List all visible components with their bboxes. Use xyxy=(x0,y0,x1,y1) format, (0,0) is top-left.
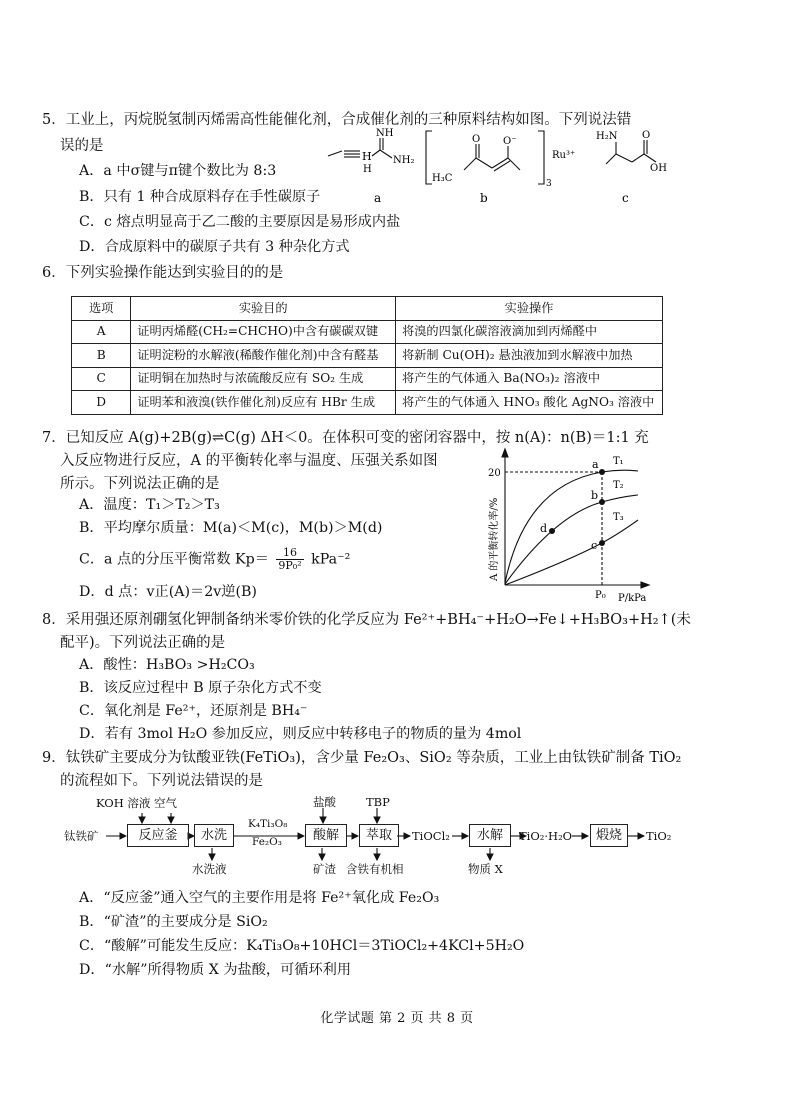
q8-option-b: B．该反应过程中 B 原子杂化方式不变 xyxy=(79,680,322,696)
page-footer: 化学试题 第 2 页 共 8 页 xyxy=(320,1011,474,1026)
label-point-c: c xyxy=(591,539,598,552)
struct-a-n: H xyxy=(362,150,372,163)
q7-stem-line3: 所示。下列说法正确的是 xyxy=(60,476,220,492)
q6-stem: 6．下列实验操作能达到实验目的的是 xyxy=(42,265,284,281)
flow-mid-fe2o3: Fe₂O₃ xyxy=(252,836,282,848)
x-tick-label: P₀ xyxy=(595,590,606,601)
q7-option-c-text: C．a 点的分压平衡常数 Kp＝ xyxy=(79,551,269,568)
flow-box-hydrolysis: 水解 xyxy=(469,824,511,847)
flow-output-slag: 矿渣 xyxy=(313,862,336,876)
q5-structures xyxy=(320,126,680,206)
flow-box-extraction: 萃取 xyxy=(359,824,399,847)
struct-b-o: O xyxy=(472,134,481,145)
q8-option-d: D．若有 3mol H₂O 参加反应，则反应中转移电子的物质的量为 4mol xyxy=(79,726,522,742)
fraction-denominator: 9P₀² xyxy=(278,559,302,573)
point-c xyxy=(599,540,605,546)
table-cell: 证明丙烯醛(CH₂=CHCHO)中含有碳碳双键 xyxy=(131,320,396,344)
table-cell: 证明苯和液溴(铁作催化剂)反应有 HBr 生成 xyxy=(131,391,396,415)
struct-a-nh: NH xyxy=(376,128,394,139)
q8-stem-line2: 配平)。下列说法正确的是 xyxy=(60,635,226,651)
table-cell: 将溴的四氯化碳溶液滴加到丙烯醛中 xyxy=(396,320,663,344)
point-a xyxy=(599,469,605,475)
struct-b-sub3: 3 xyxy=(546,179,552,189)
q9-option-b: B．“矿渣”的主要成分是 SiO₂ xyxy=(79,914,268,930)
label-a: a xyxy=(374,191,382,205)
q9-option-d: D．“水解”所得物质 X 为盐酸，可循环利用 xyxy=(79,962,352,978)
flow-box-reactor: 反应釜 xyxy=(127,824,189,847)
q7-option-b: B．平均摩尔质量：M(a)＜M(c)，M(b)＞M(d) xyxy=(79,520,383,536)
q5-option-c: C．c 熔点明显高于乙二酸的主要原因是易形成内盐 xyxy=(79,214,401,230)
struct-b-h3c: H₃C xyxy=(432,173,453,184)
point-b xyxy=(599,499,605,505)
flow-input-koh-air: KOH 溶液 空气 xyxy=(96,796,178,810)
table-cell: 证明淀粉的水解液(稀酸作催化剂)中含有醛基 xyxy=(131,344,396,368)
q6-table xyxy=(71,296,663,415)
label-curve-t3: T₃ xyxy=(613,512,624,523)
q9-stem-line1: 9．钛铁矿主要成分为钛酸亚铁(FeTiO₃)，含少量 Fe₂O₃、SiO₂ 等杂质，工业上由钛铁矿制备 TiO₂ xyxy=(42,750,682,766)
flow-output-iron-organic: 含铁有机相 xyxy=(346,862,404,876)
y-tick-label: 20 xyxy=(488,468,501,479)
table-cell: B xyxy=(72,344,131,368)
table-cell: 将产生的气体通入 HNO₃ 酸化 AgNO₃ 溶液中 xyxy=(396,391,663,415)
table-cell: D xyxy=(72,391,131,415)
q5-stem-line2: 误的是 xyxy=(60,138,104,154)
flow-output-wash-liquid: 水洗液 xyxy=(192,862,227,876)
q7-stem-line2: 入反应物进行反应，A 的平衡转化率与温度、压强关系如图 xyxy=(60,453,438,469)
q8-option-a: A．酸性：H₃BO₃ >H₂CO₃ xyxy=(79,657,255,673)
label-point-a: a xyxy=(592,458,599,471)
flow-box-calcination: 煅烧 xyxy=(590,824,628,847)
flow-output-substance-x: 物质 X xyxy=(468,862,503,876)
table-cell: A xyxy=(72,320,131,344)
struct-a-nh2: NH₂ xyxy=(393,155,415,166)
q7-option-c xyxy=(79,547,350,572)
q8-stem-line1: 8．采用强还原剂硼氢化钾制备纳米零价铁的化学反应为 Fe²⁺+BH₄⁻+H₂O→Fe↓+H₃BO₃+H₂↑(未 xyxy=(42,612,691,628)
q5-stem-line1: 5．工业上，丙烷脱氢制丙烯需高性能催化剂，合成催化剂的三种原料结构如图。下列说法错 xyxy=(42,112,632,128)
flow-mid-k4ti3o8: K₄Ti₃O₈ xyxy=(248,818,288,830)
label-c: c xyxy=(622,191,629,205)
structure-c xyxy=(606,140,656,164)
curve-t3 xyxy=(505,520,638,585)
label-curve-t2: T₂ xyxy=(613,480,624,491)
struct-b-o-minus: O⁻ xyxy=(503,136,517,147)
x-axis-arrow xyxy=(641,582,649,588)
label-point-b: b xyxy=(591,489,599,502)
flow-mid-tio2-h2o: TiO₂·H₂O xyxy=(519,829,573,843)
q7-option-c-fraction xyxy=(276,547,303,572)
table-row xyxy=(72,391,663,415)
struct-a-h: H xyxy=(363,164,372,175)
y-axis-arrow xyxy=(502,449,508,457)
q7-option-c-unit: kPa⁻² xyxy=(311,551,351,568)
label-curve-t1: T₁ xyxy=(613,456,624,467)
table-cell: C xyxy=(72,367,131,391)
struct-b-ru: Ru³⁺ xyxy=(552,150,576,161)
q5-option-d: D．合成原料中的碳原子共有 3 种杂化方式 xyxy=(79,239,350,255)
label-point-d: d xyxy=(540,522,548,535)
point-d xyxy=(549,528,555,534)
table-cell: 证明铜在加热时与浓硫酸反应有 SO₂ 生成 xyxy=(131,367,396,391)
table-row xyxy=(72,367,663,391)
q9-stem-line2: 的流程如下。下列说法错误的是 xyxy=(60,773,263,789)
q5-option-b: B．只有 1 种合成原料存在手性碳原子 xyxy=(79,189,321,205)
q7-stem-line1: 7．已知反应 A(g)+2B(g)⇌C(g) ΔH＜0。在体积可变的密闭容器中，按 n(A)：n(B)＝1:1 充 xyxy=(42,430,649,446)
x-axis-label: P/kPa xyxy=(618,593,647,604)
struct-c-o: O xyxy=(642,130,651,141)
q9-option-a: A．“反应釜”通入空气的主要作用是将 Fe²⁺氧化成 Fe₂O₃ xyxy=(79,890,440,906)
table-header-cell: 选项 xyxy=(72,297,131,321)
q9-option-c: C．“酸解”可能发生反应：K₄Ti₃O₈+10HCl＝3TiOCl₂+4KCl+5H₂O xyxy=(79,938,525,954)
flow-end-tio2: TiO₂ xyxy=(646,829,672,843)
q5-option-a: A．a 中σ键与π键个数比为 8:3 xyxy=(79,163,277,179)
table-row xyxy=(72,320,663,344)
table-cell: 将产生的气体通入 Ba(NO₃)₂ 溶液中 xyxy=(396,367,663,391)
flow-box-acid-leach: 酸解 xyxy=(305,824,347,847)
flow-mid-tiocl2: TiOCl₂ xyxy=(412,829,450,843)
q7-graph xyxy=(470,445,670,605)
fraction-numerator: 16 xyxy=(276,547,303,560)
struct-c-h2n: H₂N xyxy=(596,131,618,142)
table-header-cell: 实验操作 xyxy=(396,297,663,321)
q7-option-a: A．温度：T₁＞T₂＞T₃ xyxy=(79,497,220,513)
q8-option-c: C．氧化剂是 Fe²⁺，还原剂是 BH₄⁻ xyxy=(79,703,308,719)
table-cell: 将新制 Cu(OH)₂ 悬浊液加到水解液中加热 xyxy=(396,344,663,368)
flow-start-ilmenite: 钛铁矿 xyxy=(64,829,99,843)
table-header-row xyxy=(72,297,663,321)
table-row xyxy=(72,344,663,368)
flow-input-tbp: TBP xyxy=(366,795,390,809)
structure-a xyxy=(328,138,392,158)
y-axis-label: A 的平衡转化率/% xyxy=(489,497,500,581)
struct-c-oh: OH xyxy=(650,163,667,174)
table-header-cell: 实验目的 xyxy=(131,297,396,321)
label-b: b xyxy=(480,191,488,205)
flow-input-hcl: 盐酸 xyxy=(313,795,336,809)
q7-option-d: D．d 点：v正(A)＝2v逆(B) xyxy=(79,584,257,600)
curve-t2 xyxy=(505,495,638,584)
flow-box-washing: 水洗 xyxy=(194,824,234,847)
